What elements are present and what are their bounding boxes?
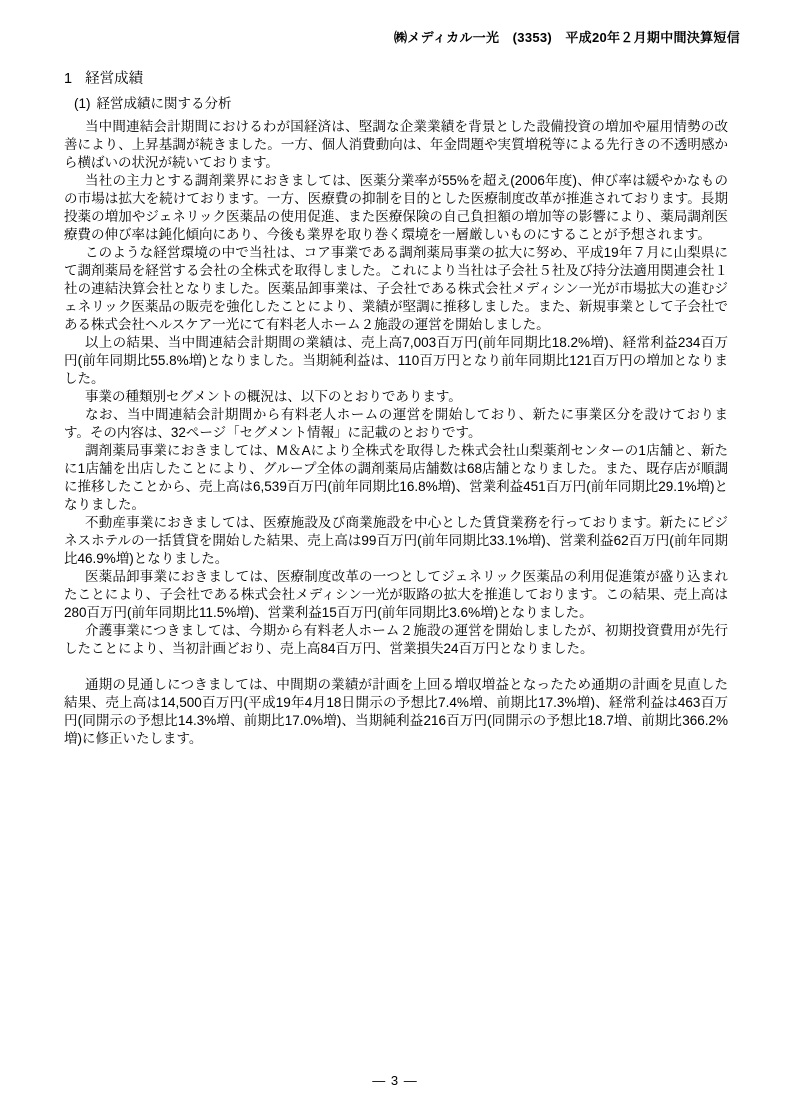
paragraph: 当中間連結会計期間におけるわが国経済は、堅調な企業業績を背景とした設備投資の増加や雇用情勢の改善により、上昇基調が続きました。一方、個人消費動向は、年金問題や実質増税等による先行きの不透明感から横ばいの状況が続いております。 [64,119,728,170]
blank-line [64,748,728,766]
subsection-heading [64,95,728,113]
subsection-label: (1) [74,96,91,111]
document-header-title: ㈱メディカル一光 (3353) 平成20年２月期中間決算短信 [394,30,740,45]
paragraph: 調剤薬局事業におきましては、M＆Aにより全株式を取得した株式会社山梨薬剤センターの1店舗と、新たに1店舗を出店したことにより、グループ全体の調剤薬局店舗数は68店舗となりました。また、既存店が順調に推移したことから、売上高は6,539百万円(前年同期比16.8%増)、営業利益451百万円(前年同期比29.1%増)となりました。 [64,443,728,512]
paragraph-list [64,118,728,766]
paragraph: 以上の結果、当中間連結会計期間の業績は、売上高7,003百万円(前年同期比18.2%増)、経常利益234百万円(前年同期比55.8%増)となりました。当期純利益は、110百万円となり前年同期比121百万円の増加となりました。 [64,335,728,386]
paragraph: 事業の種類別セグメントの概況は、以下のとおりであります。 [85,389,462,404]
section-number: 1 [64,71,73,87]
paragraph: 不動産事業におきましては、医療施設及び商業施設を中心とした賃貸業務を行っております。新たにビジネスホテルの一括賃貸を開始した結果、売上高は99百万円(前年同期比33.1%増)、営業利益62百万円(前年同期比46.9%増)となりました。 [64,515,728,566]
paragraph: 当社の主力とする調剤業界におきましては、医薬分業率が55%を超え(2006年度)、伸び率は緩やかなものの市場は拡大を続けております。一方、医療費の抑制を目的とした医療制度改革が推進されております。長期投薬の増加やジェネリック医薬品の使用促進、また医療保険の自己負担額の増加等の影響により、薬局調剤医療費の伸び率は鈍化傾向にあり、今後も業界を取り巻く環境を一層厳しいものにすることが予想されます。 [64,173,728,242]
subsection-title: 経営成績に関する分析 [96,96,232,111]
paragraph: 医薬品卸事業におきましては、医療制度改革の一つとしてジェネリック医薬品の利用促進策が盛り込まれたことにより、子会社である株式会社メディシン一光が販路の拡大を推進しております。この結果、売上高は280百万円(前年同期比11.5%増)、営業利益15百万円(前年同期比3.6%増)となりました。 [64,569,728,620]
page-number: ― 3 ― [372,1073,418,1088]
document-body [64,70,728,766]
paragraph: なお、当中間連結会計期間から有料老人ホームの運営を開始しており、新たに事業区分を設けております。その内容は、32ページ「セグメント情報」に記載のとおりです。 [64,407,728,440]
paragraph: このような経営環境の中で当社は、コア事業である調剤薬局事業の拡大に努め、平成19年７月に山梨県にて調剤薬局を経営する会社の全株式を取得しました。これにより当社は子会社５社及び持分法適用関連会社１社の連結決算会社となりました。医薬品卸事業は、子会社である株式会社メディシン一光が市場拡大の進むジェネリック医薬品の販売を強化したことにより、業績が堅調に推移しました。また、新規事業として子会社である株式会社ヘルスケア一光にて有料老人ホーム２施設の運営を開始しました。 [64,245,728,332]
paragraph: 通期の見通しにつきましては、中間期の業績が計画を上回る増収増益となったため通期の計画を見直した結果、売上高は14,500百万円(平成19年4月18日開示の予想比7.4%増、前期比17.3%増)、経常利益は463百万円(同開示の予想比14.3%増、前期比17.0%増)、当期純利益216百万円(同開示の予想比18.7増、前期比366.2%増)に修正いたします。 [64,677,728,746]
section-title: 経営成績 [85,71,144,87]
paragraph: 介護事業につきましては、今期から有料老人ホーム２施設の運営を開始しましたが、初期投資費用が先行したことにより、当初計画どおり、売上高84百万円、営業損失24百万円となりました。 [64,623,728,656]
section-heading [64,70,728,88]
blank-line [64,658,728,676]
